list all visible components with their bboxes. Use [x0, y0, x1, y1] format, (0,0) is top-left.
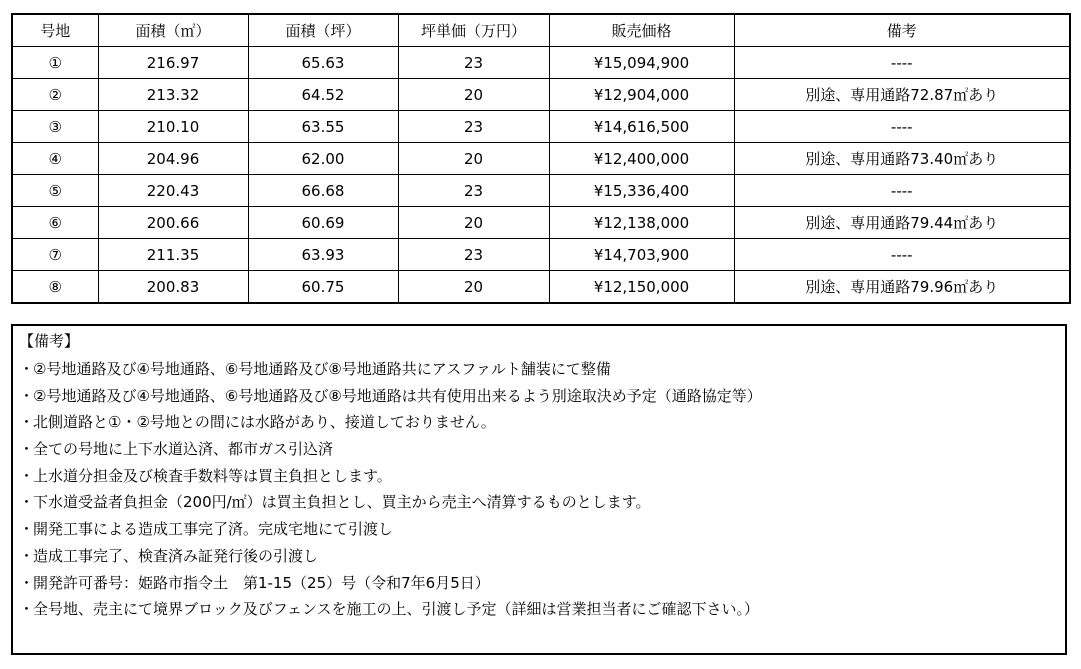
note-bullet: ・: [19, 600, 35, 619]
cell-lot-number: ⑦: [12, 239, 98, 271]
note-item: [19, 489, 762, 516]
note-bullet: ・: [19, 520, 35, 539]
cell-sale-price: ¥14,703,900: [549, 239, 734, 271]
note-item: [19, 543, 762, 570]
table-row: [12, 175, 1070, 207]
cell-tsubo-unit-price: 20: [398, 79, 549, 111]
table-row: [12, 79, 1070, 111]
cell-sale-price: ¥15,094,900: [549, 47, 734, 79]
table-row: [12, 239, 1070, 271]
cell-remarks: ----: [734, 47, 1070, 79]
table-row: [12, 111, 1070, 143]
cell-lot-number: ⑤: [12, 175, 98, 207]
cell-area-sqm: 200.66: [98, 207, 248, 239]
note-text: 全号地、売主にて境界ブロック及びフェンスを施工の上、引渡し予定（詳細は営業担当者にご確認下さい。）: [33, 600, 760, 619]
note-item: [19, 570, 762, 597]
note-text: 上水道分担金及び検査手数料等は買主負担とします。: [33, 466, 392, 485]
note-text: 全ての号地に上下水道込済、都市ガス引込済: [33, 440, 334, 459]
note-bullet: ・: [19, 466, 35, 485]
cell-tsubo-unit-price: 23: [398, 111, 549, 143]
note-text: 下水道受益者負担金（200円/㎡）は買主負担とし、買主から売主へ清算するものとします。: [33, 493, 651, 512]
cell-area-sqm: 211.35: [98, 239, 248, 271]
cell-area-tsubo: 60.75: [248, 271, 398, 304]
note-bullet: ・: [19, 386, 35, 405]
note-text: 開発工事による造成工事完了済。完成宅地にて引渡し: [33, 520, 394, 539]
header-area-sqm: 面積（㎡）: [98, 14, 248, 47]
cell-tsubo-unit-price: 23: [398, 175, 549, 207]
cell-remarks: ----: [734, 111, 1070, 143]
cell-area-tsubo: 66.68: [248, 175, 398, 207]
notes-title: 【備考】: [19, 332, 80, 350]
cell-lot-number: ④: [12, 143, 98, 175]
note-text: ②号地通路及び④号地通路、⑥号地通路及び⑧号地通路は共有使用出来るよう別途取決め予定（通路協定等）: [33, 386, 762, 405]
cell-area-sqm: 200.83: [98, 271, 248, 304]
note-item: [19, 596, 762, 623]
cell-area-tsubo: 65.63: [248, 47, 398, 79]
cell-tsubo-unit-price: 20: [398, 143, 549, 175]
note-item: [19, 409, 762, 436]
note-item: [19, 463, 762, 490]
table-row: [12, 207, 1070, 239]
cell-remarks: ----: [734, 239, 1070, 271]
cell-sale-price: ¥12,150,000: [549, 271, 734, 304]
notes-list: [19, 356, 762, 623]
header-remarks: 備考: [734, 14, 1070, 47]
note-item: [19, 516, 762, 543]
cell-area-tsubo: 63.93: [248, 239, 398, 271]
cell-sale-price: ¥14,616,500: [549, 111, 734, 143]
header-area-tsubo: 面積（坪）: [248, 14, 398, 47]
cell-remarks: 別途、専用通路73.40㎡あり: [734, 143, 1070, 175]
cell-area-tsubo: 62.00: [248, 143, 398, 175]
note-text: 北側道路と①・②号地との間には水路があり、接道しておりません。: [33, 413, 496, 432]
note-item: [19, 436, 762, 463]
cell-area-sqm: 204.96: [98, 143, 248, 175]
cell-lot-number: ③: [12, 111, 98, 143]
cell-sale-price: ¥15,336,400: [549, 175, 734, 207]
cell-remarks: ----: [734, 175, 1070, 207]
note-item: [19, 356, 762, 383]
cell-area-tsubo: 64.52: [248, 79, 398, 111]
table-row: [12, 143, 1070, 175]
cell-area-sqm: 216.97: [98, 47, 248, 79]
cell-tsubo-unit-price: 20: [398, 271, 549, 304]
header-tsubo-unit-price: 坪単価（万円）: [398, 14, 549, 47]
cell-sale-price: ¥12,138,000: [549, 207, 734, 239]
lot-price-table: [11, 13, 1071, 304]
table-row: [12, 47, 1070, 79]
cell-tsubo-unit-price: 20: [398, 207, 549, 239]
cell-lot-number: ⑥: [12, 207, 98, 239]
cell-remarks: 別途、専用通路79.44㎡あり: [734, 207, 1070, 239]
cell-area-sqm: 220.43: [98, 175, 248, 207]
cell-area-tsubo: 60.69: [248, 207, 398, 239]
cell-remarks: 別途、専用通路72.87㎡あり: [734, 79, 1070, 111]
notes-box: [11, 324, 1067, 655]
note-text: ②号地通路及び④号地通路、⑥号地通路及び⑧号地通路共にアスファルト舗装にて整備: [33, 360, 611, 378]
cell-sale-price: ¥12,904,000: [549, 79, 734, 111]
header-lot-number: 号地: [12, 14, 98, 47]
cell-area-sqm: 210.10: [98, 111, 248, 143]
note-bullet: ・: [19, 546, 35, 565]
cell-lot-number: ②: [12, 79, 98, 111]
note-bullet: ・: [19, 360, 35, 378]
cell-remarks: 別途、専用通路79.96㎡あり: [734, 271, 1070, 304]
note-bullet: ・: [19, 413, 35, 432]
cell-sale-price: ¥12,400,000: [549, 143, 734, 175]
table-header-row: [12, 14, 1070, 47]
cell-tsubo-unit-price: 23: [398, 239, 549, 271]
note-bullet: ・: [19, 493, 35, 512]
note-item: [19, 383, 762, 410]
note-bullet: ・: [19, 440, 35, 459]
header-sale-price: 販売価格: [549, 14, 734, 47]
note-text: 造成工事完了、検査済み証発行後の引渡し: [33, 546, 319, 565]
cell-area-sqm: 213.32: [98, 79, 248, 111]
cell-tsubo-unit-price: 23: [398, 47, 549, 79]
cell-lot-number: ①: [12, 47, 98, 79]
note-bullet: ・: [19, 573, 35, 592]
cell-lot-number: ⑧: [12, 271, 98, 304]
table-row: [12, 271, 1070, 304]
cell-area-tsubo: 63.55: [248, 111, 398, 143]
note-text: 開発許可番号：姫路市指令土 第1-15（25）号（令和7年6月5日）: [33, 573, 490, 592]
